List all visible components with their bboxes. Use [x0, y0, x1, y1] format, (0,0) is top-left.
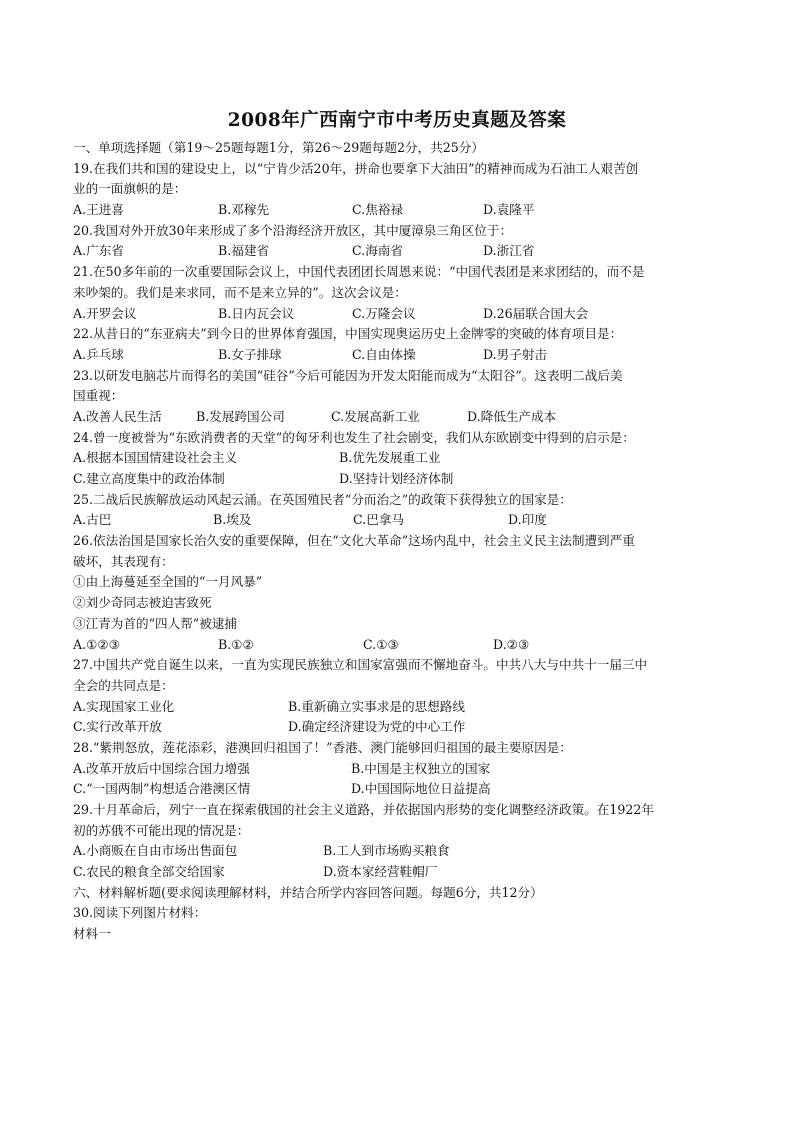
option-a: A.广东省: [73, 243, 124, 259]
option-c: C.自由体操: [352, 346, 416, 362]
question-22-options: [73, 345, 721, 366]
question-19-options: [73, 200, 721, 221]
question-29-stem: 29.十月革命后，列宁一直在探索俄国的社会主义道路，并依据国内形势的变化调整经济政策。在1922年: [73, 802, 655, 817]
option-a: A.改善人民生活: [73, 408, 162, 424]
question-19-stem-cont: 业的一面旗帜的是：: [73, 181, 187, 197]
option-c: C.发展高新工业: [331, 408, 420, 424]
question-28-stem: 28.“紫荆怒放，莲花添彩，港澳回归祖国了！”香港、澳门能够回归祖国的最主要原因是：: [73, 739, 572, 755]
option-d: D.资本家经营鞋帽厂: [323, 864, 438, 880]
page-title: 2008年广西南宁市中考历史真题及答案: [227, 110, 567, 131]
option-d: D.中国国际地位日益提高: [351, 781, 491, 797]
option-a: A.小商贩在自由市场出售面包: [73, 843, 238, 859]
option-b: B.优先发展重工业: [339, 450, 441, 466]
question-24-stem: 24.曾一度被誉为“东欧消费者的天堂”的匈牙利也发生了社会剧变，我们从东欧剧变中得到的启示是：: [73, 429, 635, 445]
question-21-stem: 21.在50多年前的一次重要国际会议上，中国代表团团长周恩来说：“中国代表团是来求团结的，而不是: [73, 264, 645, 280]
question-24-options-row1: [73, 448, 721, 469]
option-c: C.海南省: [352, 243, 403, 259]
question-26-options: [73, 635, 721, 656]
exam-body: [73, 138, 721, 945]
question-29-options-row2: [73, 862, 721, 883]
question-28-options-row2: [73, 779, 721, 800]
question-27-options-row1: [73, 697, 721, 718]
question-27-stem-cont: 全会的共同点是：: [73, 677, 174, 693]
question-24-options-row2: [73, 469, 721, 490]
question-23-options: [73, 407, 721, 428]
option-a: A.开罗会议: [73, 305, 137, 321]
option-a: A.根据本国国情建设社会主义: [73, 450, 238, 466]
question-29-options-row1: [73, 841, 721, 862]
option-b: B.女子排球: [218, 346, 282, 362]
question-25-options: [73, 510, 721, 531]
question-27-stem: 27.中国共产党自诞生以来，一直为实现民族独立和国家富强而不懈地奋斗。中共八大与中共十一届三中: [73, 657, 648, 673]
option-d: D.26届联合国大会: [483, 305, 589, 321]
option-d: D.降低生产成本: [467, 408, 557, 424]
question-30-stem: 30.阅读下列图片材料：: [73, 905, 207, 921]
option-b: B.①②: [218, 636, 254, 652]
section-heading: 一、单项选择题（第19～25题每题1分，第26～29题每题2分，共25分）: [73, 140, 484, 155]
question-25-stem: 25.二战后民族解放运动风起云涌。在英国殖民者“分而治之”的政策下获得独立的国家是：: [73, 491, 572, 507]
option-a: A.古巴: [73, 512, 112, 528]
question-20-options: [73, 241, 721, 262]
option-b: B.重新确立实事求是的思想路线: [288, 698, 465, 714]
question-26-item-2: ②刘少奇同志被迫害致死: [73, 595, 212, 611]
question-26-stem-cont: 破坏，其表现有：: [73, 553, 174, 569]
question-23-stem: 23.以研发电脑芯片而得名的美国“硅谷”今后可能因为开发太阳能而成为“太阳谷”。这表明二战后美: [73, 367, 623, 383]
option-b: B.埃及: [213, 512, 252, 528]
question-22-stem: 22.从昔日的“东亚病夫”到今日的世界体育强国，中国实现奥运历史上金牌零的突破的体育项目是：: [73, 326, 623, 342]
option-b: B.工人到市场购买粮食: [323, 843, 450, 859]
option-d: D.浙江省: [483, 243, 535, 259]
material-label: 材料一: [73, 926, 111, 942]
question-28-options-row1: [73, 759, 721, 780]
option-d: D.②③: [493, 636, 530, 652]
option-d: D.男子射击: [483, 346, 548, 362]
question-21-stem-cont: 来吵架的。我们是来求同，而不是来立异的”。这次会议是：: [73, 284, 407, 300]
option-d: D.袁隆平: [483, 202, 535, 218]
question-26-item-3: ③江青为首的“四人帮”被逮捕: [73, 615, 238, 631]
option-c: C.焦裕禄: [352, 202, 403, 218]
option-d: D.印度: [508, 512, 547, 528]
question-19-stem: 19.在我们共和国的建设史上，以“宁肯少活20年，拼命也要拿下大油田”的精神而成为石油工人艰苦创: [73, 160, 639, 176]
option-c: C.实行改革开放: [73, 719, 162, 735]
question-21-options: [73, 304, 721, 325]
option-a: A.乒乓球: [73, 346, 124, 362]
option-a: A.实现国家工业化: [73, 698, 175, 714]
option-b: B.中国是主权独立的国家: [351, 760, 491, 776]
option-b: B.福建省: [218, 243, 270, 259]
option-c: C.“一国两制”构想适合港澳区情: [73, 781, 251, 797]
question-26-stem: 26.依法治国是国家长治久安的重要保障，但在“文化大革命”这场内乱中，社会主义民主法制遭到严重: [73, 533, 635, 549]
option-c: C.①③: [363, 636, 399, 652]
question-26-item-1: ①由上海蔓延至全国的“一月风暴”: [73, 574, 263, 590]
option-a: A.改革开放后中国综合国力增强: [73, 760, 250, 776]
option-a: A.①②③: [73, 636, 120, 652]
option-c: C.农民的粮食全部交给国家: [73, 864, 225, 880]
option-d: D.确定经济建设为党的中心工作: [288, 719, 466, 735]
section-heading-6: 六、材料解析题(要求阅读理解材料，并结合所学内容回答问题。每题6分，共12分）: [73, 884, 543, 900]
option-b: B.日内瓦会议: [218, 305, 295, 321]
option-c: C.建立高度集中的政治体制: [73, 471, 225, 486]
option-a: A.王进喜: [73, 202, 124, 218]
question-23-stem-cont: 国重视：: [73, 388, 124, 404]
option-d: D.坚持计划经济体制: [339, 471, 454, 486]
question-27-options-row2: [73, 717, 721, 738]
question-20-stem: 20.我国对外开放30年来形成了多个沿海经济开放区，其中厦漳泉三角区位于：: [73, 222, 513, 238]
option-b: B.发展跨国公司: [196, 408, 285, 424]
question-29-stem-cont: 初的苏俄不可能出现的情况是：: [73, 822, 250, 838]
option-b: B.邓稼先: [218, 202, 270, 218]
option-c: C.巴拿马: [353, 512, 404, 528]
option-c: C.万隆会议: [352, 305, 416, 321]
